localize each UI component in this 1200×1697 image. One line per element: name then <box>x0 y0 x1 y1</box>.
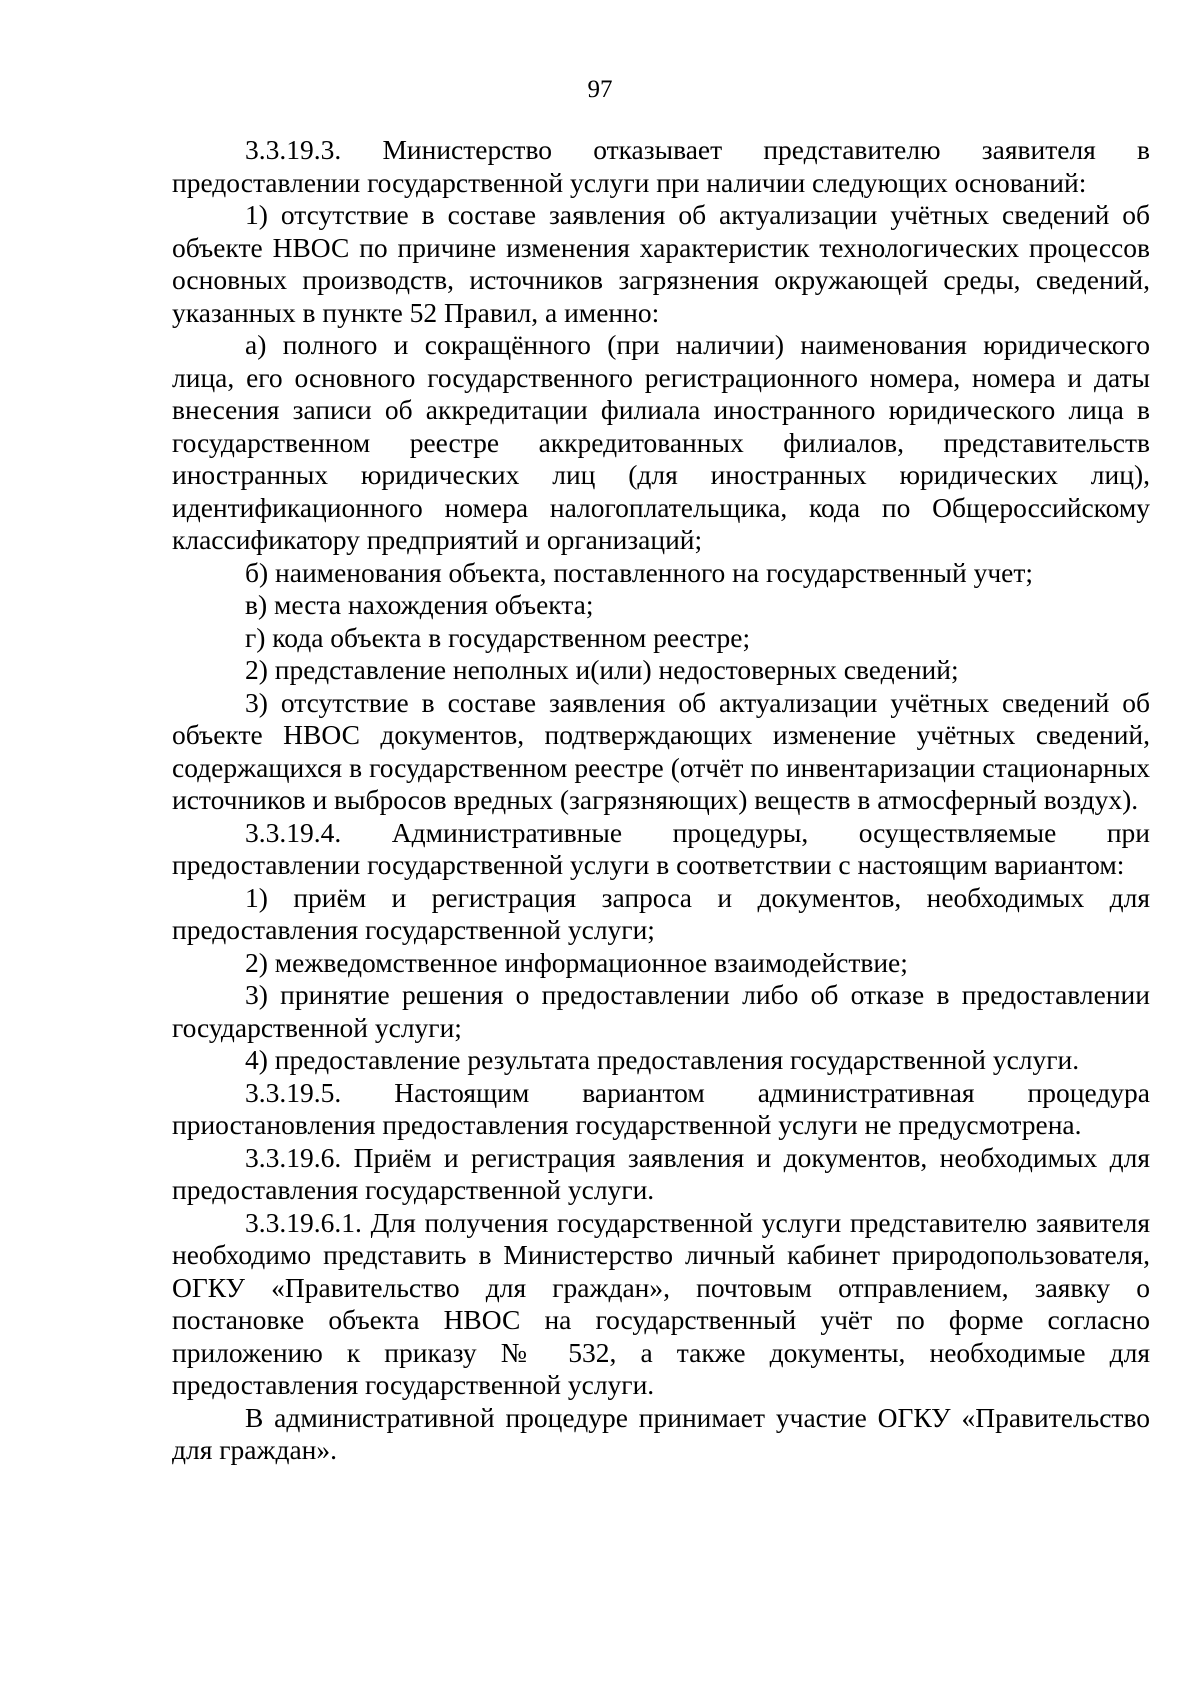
paragraph-ground-1: 1) отсутствие в составе заявления об актуализации учётных сведений об объекте НВОС по причине изменения характеристик технологических процессов основных производств, источников загрязнения окружающей среды, сведений, указанных в пункте 52 Правил, а именно: <box>172 199 1150 328</box>
page-number: 97 <box>587 76 613 103</box>
paragraph-3-3-19-4: 3.3.19.4. Административные процедуры, осуществляемые при предоставлении государственной услуги в соответствии с настоящим вариантом: <box>172 816 1150 880</box>
paragraph-3-3-19-5: 3.3.19.5. Настоящим вариантом административная процедура приостановления предоставления государственной услуги не предусмотрена. <box>172 1076 1150 1140</box>
paragraph-subitem-v: в) места нахождения объекта; <box>245 589 594 620</box>
paragraph-subitem-a: а) полного и сокращённого (при наличии) наименования юридического лица, его основного государственного регистрационного номера, номера и даты внесения записи об аккредитации филиала иностранного юридического лица в государственном реестре аккредитованных филиалов, представительств иностранных юридических лиц (для иностранных юридических лиц), идентификационного номера налогоплательщика, кода по Общероссийскому классификатору предприятий и организаций; <box>172 329 1150 555</box>
paragraph-3-3-19-3: 3.3.19.3. Министерство отказывает представителю заявителя в предоставлении государственной услуги при наличии следующих оснований: <box>172 134 1150 198</box>
paragraph-3-3-19-6-1: 3.3.19.6.1. Для получения государственной услуги представителю заявителя необходимо представить в Министерство личный кабинет природопользователя, ОГКУ «Правительство для граждан», почтовым отправлением, заявку о постановке объекта НВОС на государственный учёт по форме согласно приложению к приказу № 532, а также документы, необходимые для предоставления государственной услуги. <box>172 1206 1150 1400</box>
paragraph-procedure-4: 4) предоставление результата предоставления государственной услуги. <box>245 1044 1080 1075</box>
paragraph-subitem-b: б) наименования объекта, поставленного на государственный учет; <box>245 556 1034 588</box>
paragraph-procedure-2: 2) межведомственное информационное взаимодействие; <box>245 946 908 978</box>
paragraph-procedure-3: 3) принятие решения о предоставлении либо об отказе в предоставлении государственной услуги; <box>172 979 1150 1043</box>
paragraph-3-3-19-6: 3.3.19.6. Приём и регистрация заявления и документов, необходимых для предоставления государственной услуги. <box>172 1141 1150 1205</box>
paragraph-participation: В административной процедуре принимает участие ОГКУ «Правительство для граждан». <box>172 1401 1150 1465</box>
paragraph-procedure-1: 1) приём и регистрация запроса и документов, необходимых для предоставления государственной услуги; <box>172 881 1150 945</box>
paragraph-subitem-g: г) кода объекта в государственном реестре; <box>245 621 751 653</box>
paragraph-ground-2: 2) представление неполных и(или) недостоверных сведений; <box>245 654 959 685</box>
document-body <box>172 134 1150 1467</box>
paragraph-ground-3: 3) отсутствие в составе заявления об актуализации учётных сведений об объекте НВОС документов, подтверждающих изменение учётных сведений, содержащихся в государственном реестре (отчёт по инвентаризации стационарных источников и выбросов вредных (загрязняющих) веществ в атмосферный воздух). <box>172 686 1150 815</box>
